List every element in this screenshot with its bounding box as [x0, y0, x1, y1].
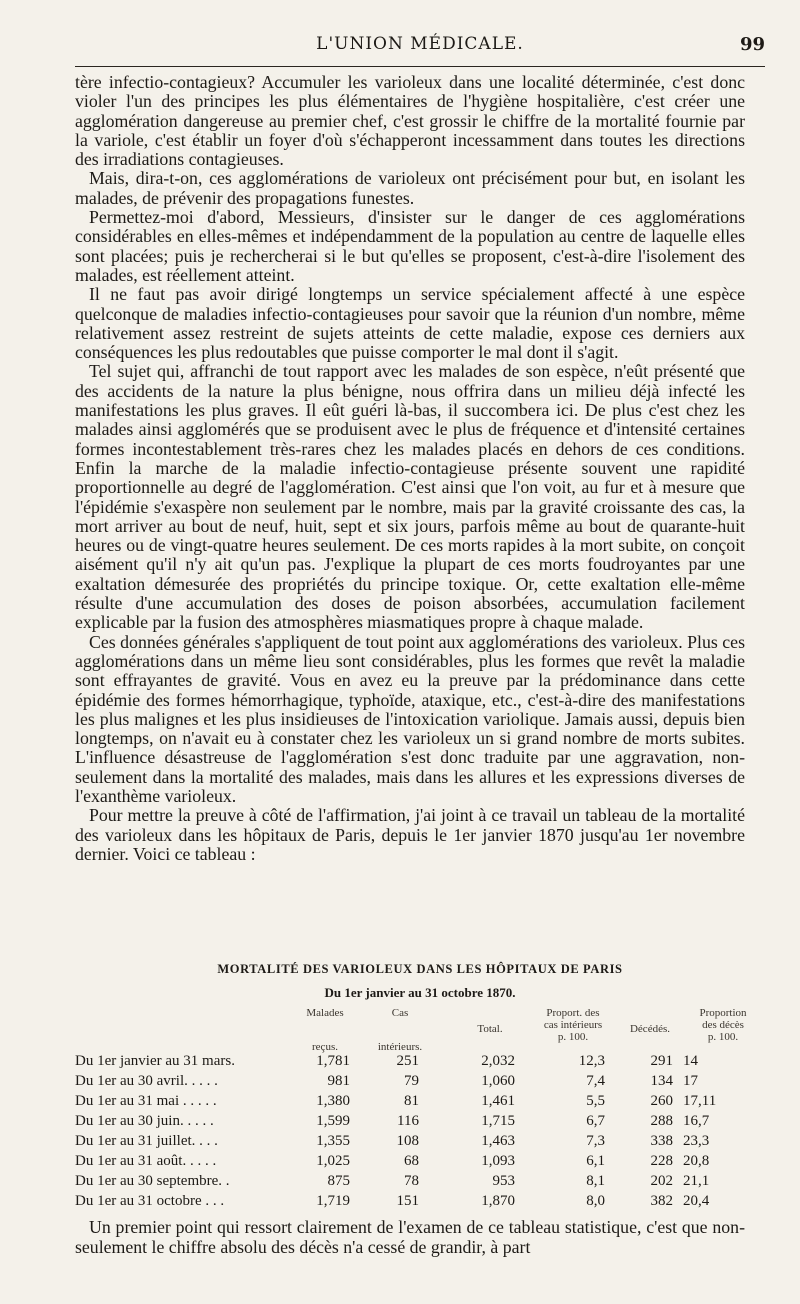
- table-row: [75, 1093, 765, 1113]
- cell-period: Du 1er au 31 octobre . . .: [75, 1193, 225, 1209]
- cell-deces: 260: [650, 1093, 673, 1109]
- cell-cas: 81: [404, 1093, 419, 1109]
- header-rule: [75, 66, 765, 67]
- cell-total: 1,461: [481, 1093, 515, 1109]
- cell-proport: 7,3: [586, 1133, 605, 1149]
- cell-total: 1,463: [481, 1133, 515, 1149]
- cell-deces: 291: [650, 1053, 673, 1069]
- cell-cas: 151: [396, 1193, 419, 1209]
- table-row: [75, 1133, 765, 1153]
- col-header-proport-3: p. 100.: [557, 1031, 589, 1043]
- cell-total: 1,870: [481, 1193, 515, 1209]
- paragraph: Permettez-moi d'abord, Messieurs, d'insister sur le danger de ces agglomérations considérables en elles-mêmes et indépendamment de la population au centre de laquelle elles sont placées; puis je rechercherai si le but qu'elles se proposent, c'est-à-dire l'isolement des malades, est réellement atteint.: [75, 207, 745, 285]
- cell-period: Du 1er au 30 avril. . . . .: [75, 1073, 218, 1089]
- table-body: [75, 1053, 765, 1213]
- col-header-cas-sub: intérieurs.: [377, 1041, 423, 1053]
- cell-period: Du 1er au 30 septembre. .: [75, 1173, 230, 1189]
- col-header-malades-sub: reçus.: [312, 1041, 338, 1053]
- body-text: [75, 73, 745, 864]
- paragraph: Il ne faut pas avoir dirigé longtemps un service spécialement affecté à une espèce quelconque de maladies infectio-contagieuses pour savoir que la réunion d'un nombre, même relativement assez restreint de sujets atteints de cette maladie, expose ces derniers aux conséquences les plus redoutables que puisse comporter le mal dont il s'agit.: [75, 284, 745, 363]
- table-row: [75, 1113, 765, 1133]
- paragraph: Ces données générales s'appliquent de tout point aux agglomérations des varioleux. Plus ces agglomérations dans un même lieu sont considérables, plus les formes que revêt la maladie sont effrayantes de gravité. Vous en avez eu la preuve par la prédominance dans cette épidémie des formes hémorrhagique, typhoïde, ataxique, etc., c'est-à-dire des manifestations les plus malignes et les plus insidieuses de l'intoxication variolique. Jamais aussi, depuis bien longtemps, on n'avait eu à constater chez les varioleux un si grand nombre de morts subites. L'influence désastreuse de l'agglomération s'est donc traduite par une aggravation, non-seulement dans la mortalité des malades, mais dans les allures et les expressions diverses de l'exanthème varioleux.: [75, 631, 745, 806]
- cell-proport: 12,3: [578, 1053, 605, 1069]
- cell-proportion: 17: [683, 1073, 698, 1089]
- cell-cas: 108: [396, 1133, 419, 1149]
- cell-proportion: 23,3: [683, 1133, 710, 1149]
- col-header-proport-2: cas intérieurs: [543, 1019, 603, 1031]
- cell-total: 953: [492, 1173, 515, 1189]
- col-header-proportion-2: des décès: [702, 1019, 744, 1031]
- cell-period: Du 1er janvier au 31 mars.: [75, 1053, 235, 1069]
- cell-malades: 981: [327, 1073, 350, 1089]
- cell-malades: 1,355: [316, 1133, 350, 1149]
- table-subtitle: Du 1er janvier au 31 octobre 1870.: [324, 985, 516, 1000]
- table-row: [75, 1153, 765, 1173]
- col-header-cas: Cas: [391, 1007, 409, 1019]
- col-header-malades: Malades: [306, 1007, 344, 1019]
- table-header: [75, 1007, 765, 1053]
- cell-proportion: 21,1: [683, 1173, 710, 1189]
- cell-proportion: 16,7: [683, 1113, 710, 1129]
- cell-proport: 8,1: [586, 1173, 605, 1189]
- cell-cas: 78: [404, 1173, 419, 1189]
- cell-cas: 79: [404, 1073, 419, 1089]
- table-row: [75, 1193, 765, 1213]
- paragraph: Mais, dira-t-on, ces agglomérations de varioleux ont précisément pour but, en isolant les malades, de prévenir des propagations funestes.: [75, 168, 745, 208]
- cell-proport: 5,5: [586, 1093, 605, 1109]
- paragraph: Un premier point qui ressort clairement de l'examen de ce tableau statistique, c'est que non-seulement le chiffre absolu des décès n'a cessé de grandir, à part: [75, 1217, 745, 1257]
- cell-proportion: 17,11: [683, 1093, 717, 1109]
- table-row: [75, 1173, 765, 1193]
- cell-deces: 338: [650, 1133, 673, 1149]
- cell-total: 1,060: [481, 1073, 515, 1089]
- cell-malades: 1,781: [316, 1053, 350, 1069]
- cell-total: 1,715: [481, 1113, 515, 1129]
- cell-period: Du 1er au 31 mai . . . . .: [75, 1093, 217, 1109]
- cell-period: Du 1er au 31 juillet. . . .: [75, 1133, 218, 1149]
- cell-cas: 68: [404, 1153, 419, 1169]
- cell-malades: 1,025: [316, 1153, 350, 1169]
- cell-deces: 288: [650, 1113, 673, 1129]
- page-number: 99: [739, 34, 765, 55]
- cell-cas: 251: [396, 1053, 419, 1069]
- mortality-table: [75, 962, 765, 1213]
- cell-malades: 1,599: [316, 1113, 350, 1129]
- paragraph: Tel sujet qui, affranchi de tout rapport avec les malades de son espèce, n'eût présenté que des accidents de la nature la plus bénigne, nous offrira dans un milieu déjà infecté les manifestations les plus graves. Il eût guéri là-bas, il succombera ici. De plus c'est chez les malades ainsi agglomérés que se produisent avec le plus de fréquence et d'intensité certaines formes incontestablement très-rares chez les malades placés en dehors de ces conditions. Enfin la marche de la maladie infectio-contagieuse présente souvent une rapidité proportionnelle au degré de l'agglomération. C'est ainsi que l'on voit, au fur et à mesure que l'épidémie s'exaspère non seulement par le nombre, mais par la gravité croissante des cas, la mort arriver au bout de neuf, huit, sept et six jours, parfois même au bout de quarante-huit heures ou de vingt-quatre heures seulement. De ces morts rapides à la mort subite, on conçoit aisément qu'il n'y ait qu'un pas. J'explique la plupart de ces morts foudroyantes par une exaltation démesurée des propriétés du principe toxique. Or, cette exaltation elle-même résulte d'une accumulation des doses de poison absorbées, accumulation facilement explicable par la fusion des atmosphères miasmatiques propre à chaque malade.: [75, 361, 745, 633]
- closing-text: [75, 1217, 745, 1257]
- col-header-proportion-3: p. 100.: [707, 1031, 739, 1043]
- cell-deces: 134: [650, 1073, 673, 1089]
- cell-proportion: 20,4: [683, 1193, 710, 1209]
- page-header: [75, 34, 765, 62]
- cell-proportion: 20,8: [683, 1153, 710, 1169]
- table-row: [75, 1053, 765, 1073]
- cell-period: Du 1er au 30 juin. . . . .: [75, 1113, 214, 1129]
- table-row: [75, 1073, 765, 1093]
- cell-deces: 382: [650, 1193, 673, 1209]
- table-title: MORTALITÉ DES VARIOLEUX DANS LES HÔPITAUX DE PARIS: [217, 962, 623, 976]
- col-header-deces: Décédés.: [629, 1023, 670, 1035]
- cell-proport: 8,0: [586, 1193, 605, 1209]
- cell-malades: 1,380: [316, 1093, 350, 1109]
- col-header-proportion: Proportion: [699, 1007, 747, 1019]
- cell-proport: 7,4: [586, 1073, 605, 1089]
- cell-malades: 875: [327, 1173, 350, 1189]
- running-title: L'UNION MÉDICALE.: [316, 34, 524, 54]
- cell-deces: 228: [650, 1153, 673, 1169]
- cell-total: 2,032: [481, 1053, 515, 1069]
- cell-total: 1,093: [481, 1153, 515, 1169]
- cell-proport: 6,7: [586, 1113, 605, 1129]
- cell-proport: 6,1: [586, 1153, 605, 1169]
- cell-cas: 116: [397, 1113, 419, 1129]
- cell-period: Du 1er au 31 août. . . . .: [75, 1153, 217, 1169]
- paragraph: Pour mettre la preuve à côté de l'affirmation, j'ai joint à ce travail un tableau de la mortalité des varioleux dans les hôpitaux de Paris, depuis le 1er janvier 1870 jusqu'au 1er novembre dernier. Voici ce tableau :: [75, 805, 745, 864]
- cell-deces: 202: [650, 1173, 673, 1189]
- col-header-total: Total.: [477, 1023, 503, 1035]
- cell-proportion: 14: [683, 1053, 698, 1069]
- cell-malades: 1,719: [316, 1193, 350, 1209]
- paragraph: tère infectio-contagieux? Accumuler les varioleux dans une localité déterminée, c'est donc violer l'un des principes les plus élémentaires de l'hygiène hospitalière, c'est créer une agglomération dangereuse au premier chef, c'est grossir le chiffre de la mortalité fournie par la variole, c'est établir un foyer d'où s'échapperont incessamment dans toutes les directions des irradiations contagieuses.: [75, 72, 745, 170]
- col-header-proport: Proport. des: [546, 1007, 600, 1019]
